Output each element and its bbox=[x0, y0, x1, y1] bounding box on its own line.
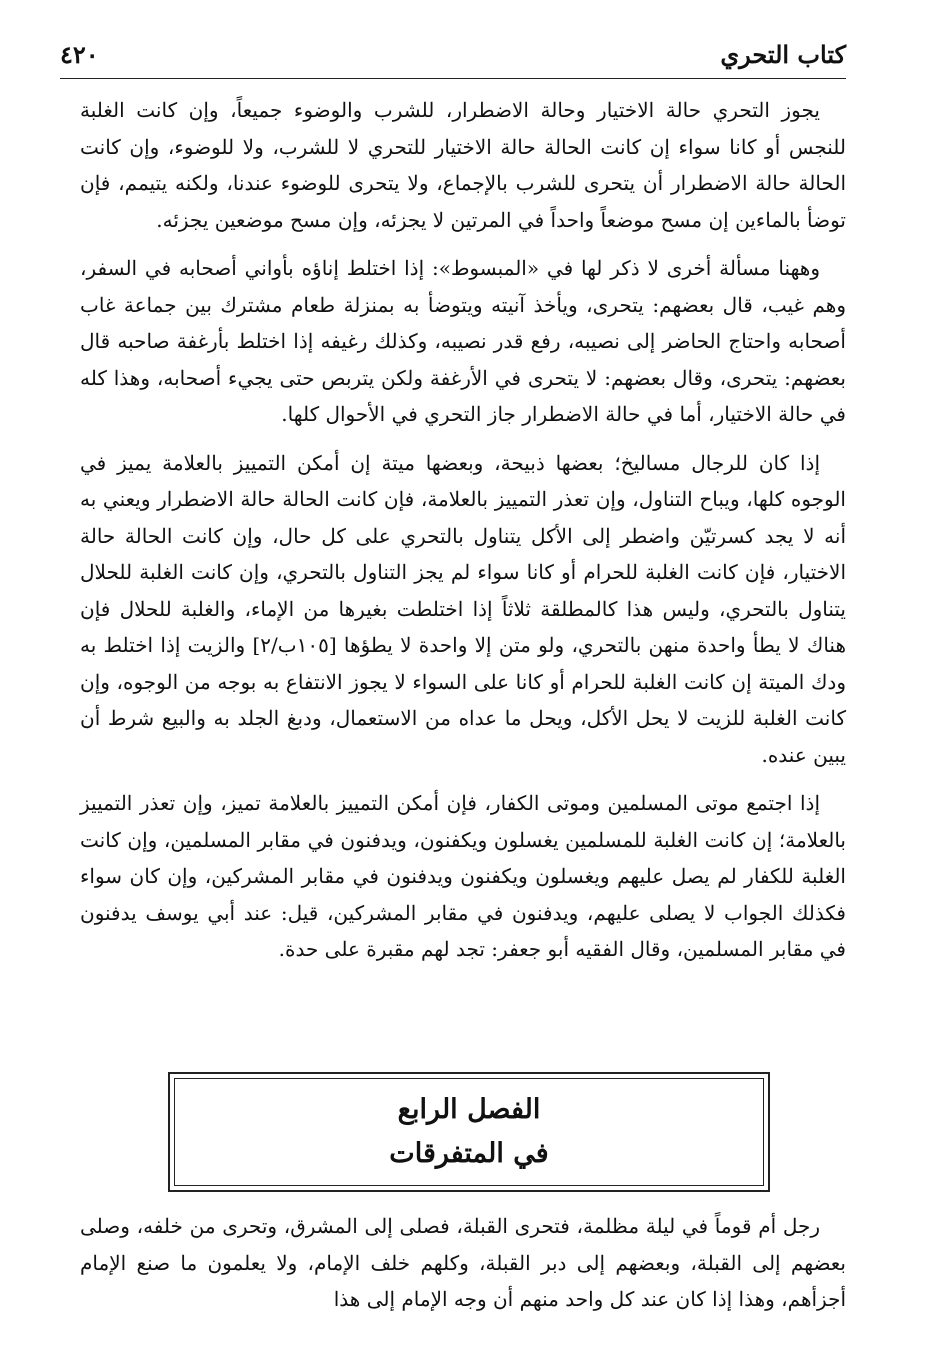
paragraph: إذا اجتمع موتى المسلمين وموتى الكفار، فإن أمكن التمييز بالعلامة تميز، وإن تعذر التمييز بالعلامة؛ إن كانت الغلبة للمسلمين يغسلون ويكفنون، ويدفنون في مقابر المسلمين، وإن كانت الغلبة للكفار لم يصل عليهم ويغسلون ويكفنون ويدفنون في مقابر المشركين، وإن كان سواء فكذلك الجواب لا يصلى عليهم، ويدفنون في مقابر المشركين، قيل: عند أبي يوسف يدفنون في مقابر المسلمين، وقال الفقيه أبو جعفر: تجد لهم مقبرة على حدة. bbox=[80, 791, 846, 961]
paragraph: إذا كان للرجال مساليخ؛ بعضها ذبيحة، وبعضها ميتة إن أمكن التمييز بالعلامة يميز في الوجوه كلها، ويباح التناول، وإن تعذر التمييز بالعلامة، فإن كانت الحالة حالة الاضطرار ويعني به أنه لا يجد كسرتيّن واضطر إلى الأكل يتناول بالتحري على كل حال، وإن كانت الحالة حالة الاختيار، فإن كانت الغلبة للحرام أو كانا سواء لم يجز التناول بالتحري، وإن كانت الغلبة للحلال يتناول بالتحري، وليس هذا كالمطلقة ثلاثاً إذا اختلطت بغيرها من الإماء، والغلبة للحلال فإن هناك لا يطأ واحدة منهن بالتحري، ولو متن إلا واحدة لا يطؤها [١٠٥ب/٢] والزيت إذا اختلط به ودك الميتة إن كانت الغلبة للحرام أو كانا على السواء لا يجوز الانتفاع به بوجه من الوجوه، وإن كانت الغلبة للزيت لا يحل الأكل، ويحل ما عداه من الاستعمال، ودبغ الجلد به والبيع شرط أن يبين عنده. bbox=[80, 450, 846, 767]
book-title: كتاب التحري bbox=[720, 40, 846, 69]
chapter-subtitle: في المتفرقات bbox=[389, 1138, 549, 1169]
body-text bbox=[80, 92, 846, 980]
chapter-title: الفصل الرابع bbox=[397, 1094, 541, 1125]
paragraph: رجل أم قوماً في ليلة مظلمة، فتحرى القبلة، فصلى إلى المشرق، وتحرى من خلفه، وصلى بعضهم إلى القبلة، وبعضهم إلى دبر القبلة، وكلهم خلف الإمام، ولا يعلمون ما صنع الإمام أجزأهم، وهذا إذا كان عند كل واحد منهم أن وجه الإمام إلى هذا bbox=[80, 1214, 846, 1311]
paragraph: يجوز التحري حالة الاختيار وحالة الاضطرار، للشرب والوضوء جميعاً، وإن كانت الغلبة للنجس أو كانا سواء إن كانت الحالة حالة الاختيار للتحري لا للشرب، ولا للوضوء، وإن كانت الحالة حالة الاضطرار أن يتحرى للشرب بالإجماع، ولا يتحرى للوضوء عندنا، ولكنه يتيمم، فإن توضأ بالماءين إن مسح موضعاً واحداً في المرتين لا يجزئه، وإن مسح موضعين يجزئه. bbox=[80, 98, 846, 232]
page-header bbox=[60, 38, 846, 79]
page-number: ٤٢٠ bbox=[60, 40, 99, 69]
paragraph: وههنا مسألة أخرى لا ذكر لها في «المبسوط»: إذا اختلط إناؤه بأواني أصحابه في السفر، وهم غيب، قال بعضهم: يتحرى، ويأخذ آنيته ويتوضأ به بمنزلة طعام مشترك بين جماعة غاب أصحابه واحتاج الحاضر إلى نصيبه، رفع قدر نصيبه، وكذلك رغيفه إذا اختلط بأرغفة صاحبه قال بعضهم: يتحرى، وقال بعضهم: لا يتحرى في الأرغفة ولكن يتربص حتى يجيء أصحابه، وهذا كله في حالة الاختيار، أما في حالة الاضطرار جاز التحري في الأحوال كلها. bbox=[80, 256, 846, 426]
chapter-heading-box bbox=[168, 1072, 770, 1192]
chapter-heading-frame bbox=[174, 1078, 764, 1186]
chapter-body-text bbox=[80, 1208, 846, 1318]
